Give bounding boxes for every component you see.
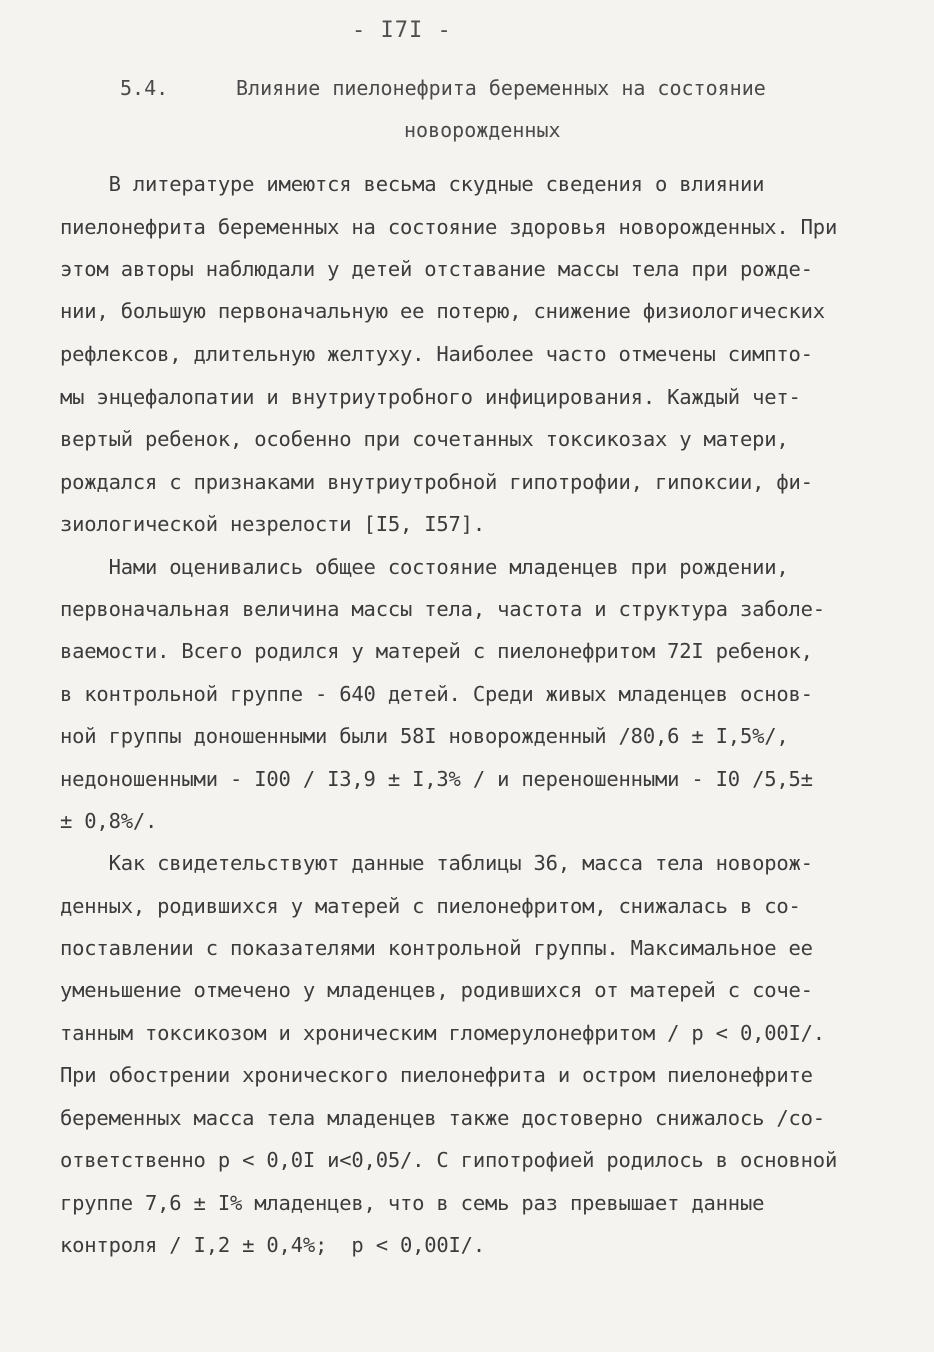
body-line: рефлексов, длительную желтуху. Наиболее часто отмечены симпто- — [60, 342, 813, 366]
body-line: в контрольной группе - 640 детей. Среди живых младенцев основ- — [60, 682, 813, 706]
body-line: недоношенными - I00 / I3,9 ± I,3% / и переношенными - I0 /5,5± — [60, 767, 813, 791]
page-number: - I7I - — [352, 18, 452, 43]
section-title-line-1: Влияние пиелонефрита беременных на состояние — [236, 76, 766, 100]
body-line: первоначальная величина массы тела, частота и структура заболе- — [60, 597, 825, 621]
body-line: ± 0,8%/. — [60, 809, 158, 833]
body-line: вертый ребенок, особенно при сочетанных токсикозах у матери, — [60, 427, 789, 451]
body-line: пиелонефрита беременных на состояние здоровья новорожденных. При — [60, 215, 838, 239]
body-line: При обострении хронического пиелонефрита и остром пиелонефрите — [60, 1063, 813, 1087]
body-line: Как свидетельствуют данные таблицы 36, масса тела новорож- — [60, 851, 813, 875]
body-line: танным токсикозом и хроническим гломерулонефритом / p < 0,00I/. — [60, 1021, 825, 1045]
body-line: ной группы доношенными были 58I новорожденный /80,6 ± I,5%/, — [60, 724, 789, 748]
body-line: контроля / I,2 ± 0,4%; p < 0,00I/. — [60, 1233, 485, 1257]
body-line: зиологической незрелости [I5, I57]. — [60, 512, 485, 536]
section-number: 5.4. — [120, 76, 169, 100]
body-line: рождался с признаками внутриутробной гипотрофии, гипоксии, фи- — [60, 470, 813, 494]
body-line: мы энцефалопатии и внутриутробного инфицирования. Каждый чет- — [60, 385, 801, 409]
body-line: В литературе имеются весьма скудные сведения о влиянии — [60, 172, 765, 196]
body-line: Нами оценивались общее состояние младенцев при рождении, — [60, 555, 789, 579]
body-line: группе 7,6 ± I% младенцев, что в семь раз превышает данные — [60, 1191, 765, 1215]
body-line: этом авторы наблюдали у детей отставание массы тела при рожде- — [60, 257, 813, 281]
body-line: ответственно p < 0,0I и<0,05/. С гипотрофией родилось в основной — [60, 1148, 838, 1172]
body-line: уменьшение отмечено у младенцев, родившихся от матерей с соче- — [60, 978, 813, 1002]
body-line: нии, большую первоначальную ее потерю, снижение физиологических — [60, 299, 825, 323]
body-line: беременных масса тела младенцев также достоверно снижалось /со- — [60, 1106, 825, 1130]
section-title-line-2: новорожденных — [404, 118, 561, 142]
body-line: денных, родившихся у матерей с пиелонефритом, снижалась в со- — [60, 894, 801, 918]
body-line: поставлении с показателями контрольной группы. Максимальное ее — [60, 936, 813, 960]
body-line: ваемости. Всего родился у матерей с пиелонефритом 72I ребенок, — [60, 639, 813, 663]
